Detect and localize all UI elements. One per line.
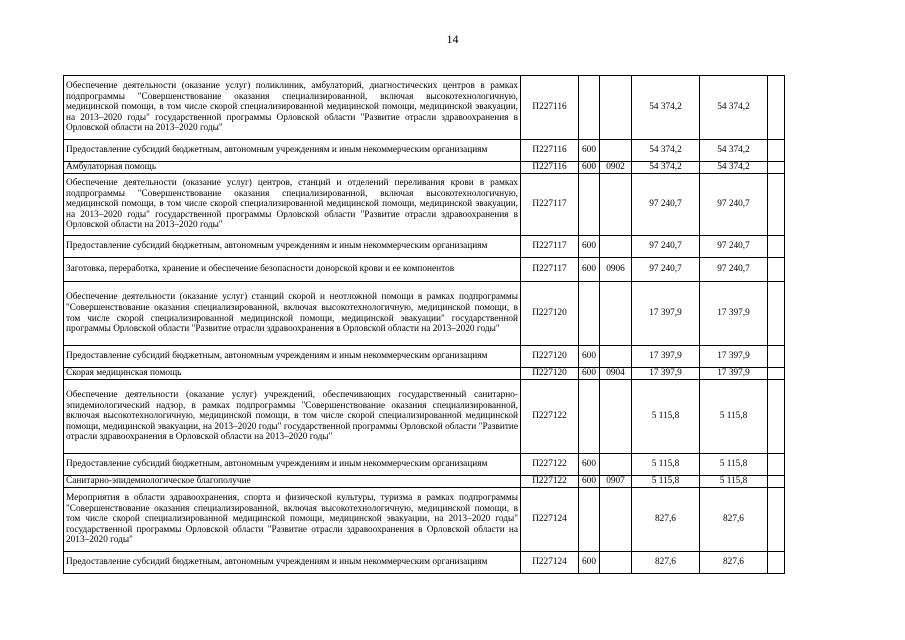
expense-type: 600 <box>579 368 600 380</box>
amount-2: 827,6 <box>700 488 768 552</box>
target-code: П227116 <box>521 162 579 174</box>
amount-2: 54 374,2 <box>700 140 768 162</box>
amount-1: 54 374,2 <box>632 76 700 140</box>
target-code: П227120 <box>521 346 579 368</box>
row-description: Предоставление субсидий бюджетным, автономным учреждениям и иным некоммерческим организациям <box>64 236 521 258</box>
table-row <box>64 368 785 380</box>
table-row <box>64 488 785 552</box>
amount-2: 17 397,9 <box>700 346 768 368</box>
amount-1: 97 240,7 <box>632 258 700 282</box>
blank-cell <box>768 236 785 258</box>
amount-1: 97 240,7 <box>632 174 700 236</box>
section-code <box>600 454 632 476</box>
amount-2: 97 240,7 <box>700 236 768 258</box>
amount-2: 17 397,9 <box>700 368 768 380</box>
row-description: Обеспечение деятельности (оказание услуг) учреждений, обеспечивающих государственный санитарно-эпидемиологический надзор, в рамках подпрограммы "Совершенствование оказания специализированной, включая высокотехнологичную, медицинской помощи, в том числе скорой специализированной медицинской помощи, медицинской эвакуации, на 2013–2020 годы" государственной программы Орловской области "Развитие отрасли здравоохранения в Орловской области на 2013–2020 годы" <box>64 380 521 454</box>
blank-cell <box>768 454 785 476</box>
section-code <box>600 174 632 236</box>
section-code <box>600 346 632 368</box>
blank-cell <box>768 76 785 140</box>
target-code: П227117 <box>521 174 579 236</box>
expense-type: 600 <box>579 162 600 174</box>
table-row <box>64 346 785 368</box>
section-code <box>600 236 632 258</box>
table-row <box>64 236 785 258</box>
amount-1: 97 240,7 <box>632 236 700 258</box>
amount-1: 17 397,9 <box>632 282 700 346</box>
expense-type: 600 <box>579 346 600 368</box>
amount-1: 827,6 <box>632 552 700 574</box>
section-code <box>600 140 632 162</box>
amount-2: 54 374,2 <box>700 76 768 140</box>
row-description: Амбулаторная помощь <box>64 162 521 174</box>
amount-1: 54 374,2 <box>632 162 700 174</box>
expense-type: 600 <box>579 476 600 488</box>
target-code: П227120 <box>521 368 579 380</box>
row-description: Заготовка, переработка, хранение и обеспечение безопасности донорской крови и ее компонентов <box>64 258 521 282</box>
amount-2: 5 115,8 <box>700 454 768 476</box>
expense-type <box>579 174 600 236</box>
amount-1: 5 115,8 <box>632 454 700 476</box>
row-description: Предоставление субсидий бюджетным, автономным учреждениям и иным некоммерческим организациям <box>64 140 521 162</box>
blank-cell <box>768 346 785 368</box>
table-row <box>64 282 785 346</box>
section-code <box>600 488 632 552</box>
row-description: Обеспечение деятельности (оказание услуг) поликлиник, амбулаторий, диагностических центров в рамках подпрограммы "Совершенствование оказания специализированной, включая высокотехнологичную, медицинской помощи, в том числе скорой специализированной медицинской помощи, медицинской эвакуации, на 2013–2020 годы" государственной программы Орловской области "Развитие отрасли здравоохранения в Орловской области на 2013–2020 годы" <box>64 76 521 140</box>
section-code: 0907 <box>600 476 632 488</box>
target-code: П227122 <box>521 454 579 476</box>
expense-type: 600 <box>579 258 600 282</box>
row-description: Обеспечение деятельности (оказание услуг) станций скорой и неотложной помощи в рамках подпрограммы "Совершенствование оказания специализированной, включая высокотехнологичную, медицинской помощи, в том числе скорой специализированной медицинской помощи, медицинской эвакуации" государственной программы Орловской области "Развитие отрасли здравоохранения в Орловской области на 2013–2020 годы" <box>64 282 521 346</box>
amount-1: 17 397,9 <box>632 346 700 368</box>
target-code: П227116 <box>521 76 579 140</box>
amount-1: 5 115,8 <box>632 380 700 454</box>
row-description: Скорая медицинская помощь <box>64 368 521 380</box>
expense-type <box>579 488 600 552</box>
expense-type: 600 <box>579 140 600 162</box>
expense-type <box>579 282 600 346</box>
target-code: П227117 <box>521 236 579 258</box>
blank-cell <box>768 476 785 488</box>
table-row <box>64 454 785 476</box>
blank-cell <box>768 488 785 552</box>
row-description: Санитарно-эпидемиологическое благополучие <box>64 476 521 488</box>
table-row <box>64 76 785 140</box>
blank-cell <box>768 552 785 574</box>
amount-1: 5 115,8 <box>632 476 700 488</box>
expense-type <box>579 76 600 140</box>
amount-1: 54 374,2 <box>632 140 700 162</box>
section-code <box>600 552 632 574</box>
target-code: П227116 <box>521 140 579 162</box>
blank-cell <box>768 282 785 346</box>
amount-2: 827,6 <box>700 552 768 574</box>
section-code <box>600 282 632 346</box>
table-row <box>64 174 785 236</box>
target-code: П227120 <box>521 282 579 346</box>
row-description: Мероприятия в области здравоохранения, спорта и физической культуры, туризма в рамках подпрограммы "Совершенствование оказания специализированной, включая высокотехнологичную, медицинской помощи, в том числе скорой специализированной медицинской помощи, медицинской эвакуации, на 2013–2020 годы" государственной программы Орловской области "Развитие отрасли здравоохранения в Орловской области на 2013–2020 годы" <box>64 488 521 552</box>
table-body <box>64 76 785 574</box>
section-code: 0902 <box>600 162 632 174</box>
blank-cell <box>768 140 785 162</box>
amount-2: 5 115,8 <box>700 476 768 488</box>
section-code <box>600 76 632 140</box>
row-description: Предоставление субсидий бюджетным, автономным учреждениям и иным некоммерческим организациям <box>64 454 521 476</box>
amount-2: 97 240,7 <box>700 258 768 282</box>
amount-2: 97 240,7 <box>700 174 768 236</box>
target-code: П227117 <box>521 258 579 282</box>
table-row <box>64 552 785 574</box>
page-number: 14 <box>446 32 459 46</box>
row-description: Предоставление субсидий бюджетным, автономным учреждениям и иным некоммерческим организациям <box>64 346 521 368</box>
row-description: Предоставление субсидий бюджетным, автономным учреждениям и иным некоммерческим организациям <box>64 552 521 574</box>
section-code: 0904 <box>600 368 632 380</box>
expense-type: 600 <box>579 454 600 476</box>
expense-type <box>579 380 600 454</box>
section-code: 0906 <box>600 258 632 282</box>
blank-cell <box>768 380 785 454</box>
blank-cell <box>768 162 785 174</box>
expense-type: 600 <box>579 552 600 574</box>
table-row <box>64 380 785 454</box>
amount-1: 827,6 <box>632 488 700 552</box>
blank-cell <box>768 174 785 236</box>
target-code: П227124 <box>521 552 579 574</box>
table-row <box>64 258 785 282</box>
target-code: П227122 <box>521 380 579 454</box>
amount-2: 5 115,8 <box>700 380 768 454</box>
table-row <box>64 476 785 488</box>
target-code: П227122 <box>521 476 579 488</box>
blank-cell <box>768 368 785 380</box>
section-code <box>600 380 632 454</box>
budget-table <box>63 75 785 574</box>
row-description: Обеспечение деятельности (оказание услуг) центров, станций и отделений переливания крови в рамках подпрограммы "Совершенствование оказания специализированной, включая высокотехнологичную, медицинской помощи, в том числе скорой специализированной медицинской помощи, медицинской эвакуации, на 2013–2020 годы" государственной программы Орловской области "Развитие отрасли здравоохранения в Орловской области на 2013–2020 годы" <box>64 174 521 236</box>
expense-type: 600 <box>579 236 600 258</box>
blank-cell <box>768 258 785 282</box>
table-row <box>64 140 785 162</box>
amount-2: 54 374,2 <box>700 162 768 174</box>
amount-2: 17 397,9 <box>700 282 768 346</box>
target-code: П227124 <box>521 488 579 552</box>
amount-1: 17 397,9 <box>632 368 700 380</box>
table-row <box>64 162 785 174</box>
